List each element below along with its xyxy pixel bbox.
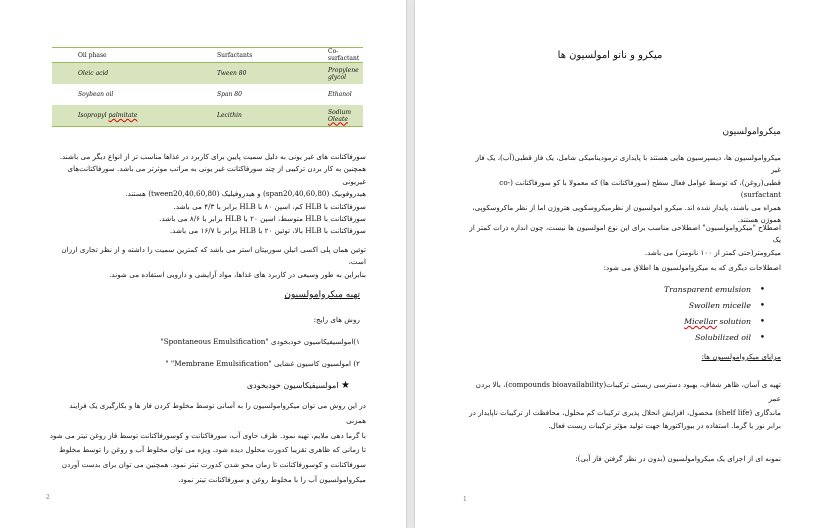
text-line: بنابراین به طور وسیعی در کاربرد های غذاها، مواد آرایشی و دارویی استفاده می شوند. xyxy=(109,269,366,279)
list-item: Transparent emulsion • xyxy=(645,282,765,298)
table-header-cell: Oil phase xyxy=(52,48,191,63)
advantages-heading: مزایای میکروامولسیون ها: xyxy=(701,352,781,361)
text-line: سورفاکتانت با HLB متوسط، اسپن ۲۰ با HLB برابر با ۸/۶ می باشد. xyxy=(159,214,366,224)
star-icon: ★ xyxy=(341,380,350,391)
subheading xyxy=(180,379,350,393)
text-line: اصطلاح "میکروامولسیون" اصطلاحی مناسب برای این نوع امولسیون ها نیست، چون اندازه ذرات کمتر از یک xyxy=(469,223,781,245)
example-question: نمونه ای از اجزای یک میکروامولسیون (بدون در نظر گرفتن فاز آبی): xyxy=(575,454,781,463)
misspelled-word: Oleate xyxy=(328,115,348,123)
list-item: Solubilized oil • xyxy=(645,330,765,346)
table-cell: Tween 80 xyxy=(191,63,302,85)
table-cell-word: Isopropyl xyxy=(78,112,107,119)
misspelled-word: Micellar xyxy=(684,317,717,326)
terms-list xyxy=(645,282,765,346)
document-page-1 xyxy=(415,0,821,528)
method-paragraph xyxy=(48,399,366,488)
table-row xyxy=(52,84,363,105)
text-line: میکروامولسیون آب را با مخلوط روغن و سورفاکتانت تیتر نمود. xyxy=(178,474,366,484)
document-page-2 xyxy=(0,0,406,528)
text-line: تا زمانی که ظاهری تقریبا کدورت محلول دیده شود. ویژه می توان مخلوط آب و روغن را توسط مخلوط xyxy=(59,445,366,455)
table-cell xyxy=(302,105,363,127)
page-title: میکرو و نانو امولسیون ها xyxy=(557,50,663,61)
page-number: 2 xyxy=(46,494,50,501)
table-cell xyxy=(52,105,191,127)
list-item xyxy=(645,314,765,330)
definition-paragraph xyxy=(465,152,781,226)
text-line: میکرومتر(حتی کمتر از ۱۰۰ نانومتر) می باشد. xyxy=(644,247,781,257)
list-item: Swollen micelle • xyxy=(645,298,765,314)
text-line: سورفاکتانت با HLB کم، اسپن ۸۰ با HLB برابر با ۴/۳ می باشد. xyxy=(173,201,366,211)
method-item: ۱)امولسیفیکاسیون خودبخودی "Spontaneous Emulsification" xyxy=(160,337,360,346)
term-paragraph xyxy=(465,222,781,259)
table-cell: Ethanol xyxy=(328,91,352,98)
text-line: هموژن هستند. xyxy=(737,215,781,225)
table-header-cell: Co-surfactant xyxy=(302,48,363,63)
advantages-paragraph xyxy=(465,378,781,433)
text-line: هیدروفوبیک (span20,40,60,80) و هیدروفیلیک (tween20,40,60,80) هستند. xyxy=(125,189,366,199)
section-heading: میکروامولسیون xyxy=(722,127,781,137)
table-header-row xyxy=(52,48,363,63)
text-line: تهیه ی آسان، ظاهر شفاف، بهبود دسترسی زیستی ترکیبات(compounds bioavailability)، بالا بردن عمر xyxy=(475,380,781,403)
list-item-word: solution xyxy=(719,317,751,326)
table-row xyxy=(52,105,363,127)
table-cell-word: Sodium xyxy=(328,108,352,116)
other-terms-intro: اصطلاحات دیگری که به میکروامولسیون ها اطلاق می شود: xyxy=(603,263,781,272)
text-line: سورفاکتانت و کوسورفاکتانت تا زمان محو شدن کدورت تیتر نمود. همچنین می توان برای بدست آوردن xyxy=(61,460,366,470)
table-cell: Oleic acid xyxy=(52,63,191,85)
table-cell: Span 80 xyxy=(217,91,242,98)
text-line: برابر نور یا گرما. استفاده در بیوراکتورها جهت تولید مؤثر ترکیبات زیست فعال. xyxy=(548,421,781,431)
table-header-cell: Surfactants xyxy=(191,48,302,63)
text-line: ماندگاری (shelf life) محصول، افزایش انحلال پذیری ترکیبات کم محلول، محافظت از ترکیبات ناپایدار در xyxy=(469,407,781,417)
text-line: با گرما دهی ملایم، تهیه نمود. ظرف حاوی آب، سورفاکتانت و کوسورفاکتانت توسط فاز روغن تیتر می شود xyxy=(49,430,366,440)
table-row xyxy=(52,63,363,85)
tween-paragraph xyxy=(48,244,366,281)
text-line: سورفاکتانت با HLB بالا، توئین ۲۰ با HLB برابر با ۱۶/۷ می باشد. xyxy=(169,226,366,236)
subheading-text: امولسیفیکاسیون خودبخودی xyxy=(246,381,339,390)
text-line: همراه می باشند، پایدار شده اند. میکرو امولسیون از نظرمیکروسکوپی هتروژن اما از نظر ماکروسکوپی، xyxy=(472,202,781,212)
text-line: قطبی(روغن)، که توسط عوامل فعال سطح (سورفاکتانت ها) که معمولا با کو سورفاکتانت (co-surfactant) xyxy=(499,177,781,200)
section-heading: تهیه میکروامولسیون xyxy=(284,290,360,300)
table-cell: Soybean oil xyxy=(78,91,114,98)
text-line: در این روش می توان میکروامولسیون را به آسانی توسط مخلوط کردن فاز ها و بکارگیری یک فرایند همزنی xyxy=(69,401,366,425)
text-line: همچنین به کار بردن ترکیبی از چند سورفاکتانت غیر یونی به مراتب موثرتر می باشد. سورفاکتانت‌های غیریونی xyxy=(67,164,366,186)
text-line: میکروامولسیون ها، دیسپرسیون هایی هستند با پایداری ترمودینامیکی شامل، یک فاز قطبی(آب)، یک فاز غیر xyxy=(475,153,781,175)
table-cell: Lecithin xyxy=(191,105,302,127)
phase-table xyxy=(52,47,363,127)
misspelled-word: palmitate xyxy=(108,112,138,119)
methods-title: روش های رایج: xyxy=(313,315,360,324)
text-line: سورفاکتانت های غیر یونی به دلیل سمیت پایین برای کاربرد در غذاها مناسب تر از انواع دیگر می باشند. xyxy=(59,152,366,161)
text-line: توئین همان پلی اکسی اتیلن سوربیتان استر می باشد که کمترین سمیت را داشته و از نظر تجاری ارزان است، xyxy=(61,245,366,267)
table-cell: Propylene glycol xyxy=(302,63,363,85)
surfactant-paragraph xyxy=(48,151,366,238)
method-item: ۲) امولسیون کاسیون غشایی "Membrane Emulsification" " xyxy=(165,359,360,368)
page-number: 1 xyxy=(463,496,467,503)
